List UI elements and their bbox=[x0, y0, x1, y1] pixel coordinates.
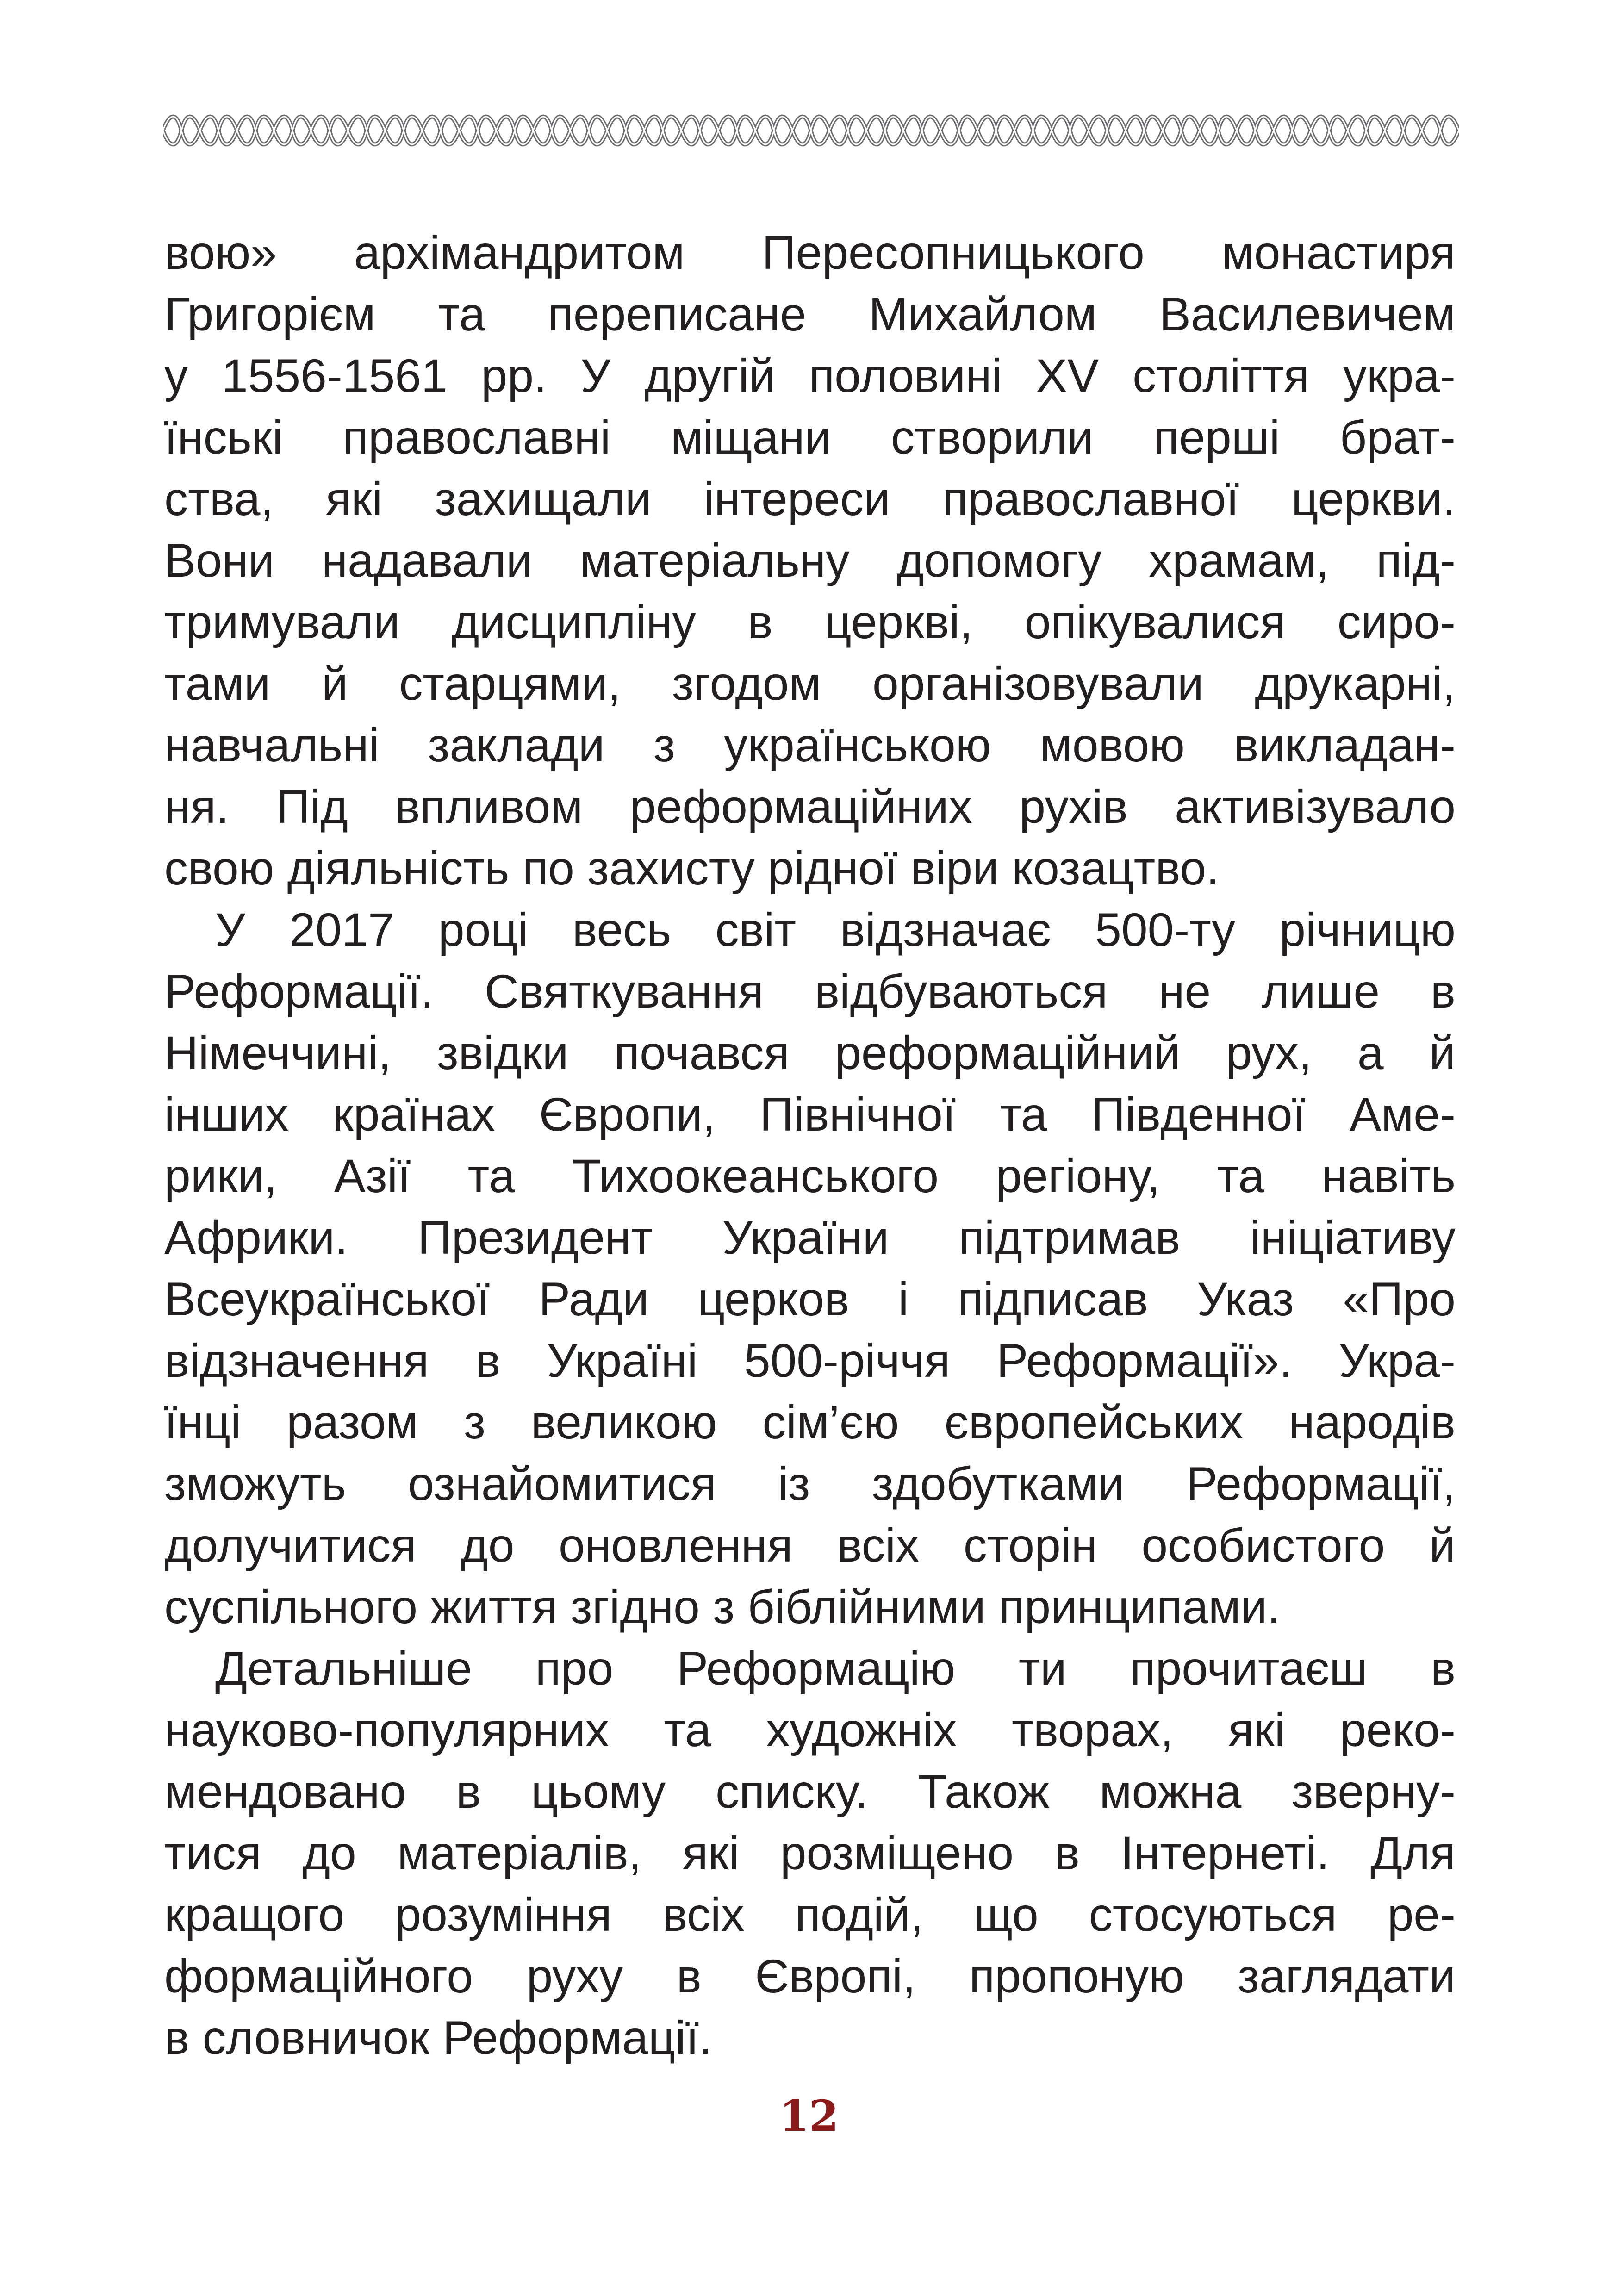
text-line: ства, які захищали інтереси православної церкви. bbox=[164, 473, 1456, 525]
text-line: Детальніше про Реформацію ти прочитаєш в bbox=[215, 1642, 1456, 1695]
text-line: їнські православні міщани створили перші брат- bbox=[164, 411, 1456, 464]
paragraph-1 bbox=[164, 222, 1456, 899]
text-line: відзначення в Україні 500-річчя Реформації». Укра- bbox=[164, 1334, 1456, 1387]
page-number: 12 bbox=[779, 2091, 839, 2141]
text-line: науково-популярних та художніх творах, які реко- bbox=[164, 1704, 1456, 1756]
text-line: Німеччині, звідки почався реформаційний рух, а й bbox=[164, 1027, 1456, 1079]
text-line: в словничок Реформації. bbox=[164, 2011, 712, 2064]
text-line: тися до матеріалів, які розміщено в Інтернеті. Для bbox=[164, 1827, 1456, 1879]
braided-border-ornament-icon bbox=[163, 107, 1459, 154]
text-line: формаційного руху в Європі, пропоную заглядати bbox=[164, 1950, 1456, 2003]
text-line: долучитися до оновлення всіх сторін особистого й bbox=[164, 1519, 1456, 1572]
text-line: Григорієм та переписане Михайлом Василевичем bbox=[164, 288, 1456, 341]
text-line: зможуть ознайомитися із здобутками Реформації, bbox=[164, 1457, 1456, 1510]
paragraph-2 bbox=[164, 899, 1456, 1638]
text-line: У 2017 році весь світ відзначає 500-ту річницю bbox=[215, 903, 1456, 956]
text-line: ня. Під впливом реформаційних рухів активізувало bbox=[164, 780, 1456, 833]
text-line: у 1556-1561 рр. У другій половині XV століття укра- bbox=[164, 349, 1456, 402]
paragraph-3 bbox=[164, 1638, 1456, 2069]
text-line: тримували дисципліну в церкві, опікувалися сиро- bbox=[164, 596, 1456, 648]
body-text bbox=[164, 222, 1456, 2069]
text-line: свою діяльність по захисту рідної віри козацтво. bbox=[164, 842, 1220, 895]
text-line: мендовано в цьому списку. Також можна зверну- bbox=[164, 1765, 1456, 1818]
text-line: Вони надавали матеріальну допомогу храмам, під- bbox=[164, 534, 1456, 587]
text-line: тами й старцями, згодом організовували друкарні, bbox=[164, 657, 1456, 710]
text-line: суспільного життя згідно з біблійними принципами. bbox=[164, 1580, 1281, 1633]
text-line: кращого розуміння всіх подій, що стосуються ре- bbox=[164, 1888, 1456, 1941]
text-line: інших країнах Європи, Північної та Південної Аме- bbox=[164, 1088, 1456, 1141]
text-line: навчальні заклади з українською мовою викладан- bbox=[164, 719, 1456, 772]
text-line: вою» архімандритом Пересопницького монастиря bbox=[164, 226, 1456, 279]
text-line: Африки. Президент України підтримав ініціативу bbox=[164, 1211, 1456, 1264]
text-line: Реформації. Святкування відбуваються не лише в bbox=[164, 965, 1456, 1018]
text-line: їнці разом з великою сім’єю європейських народів bbox=[164, 1396, 1456, 1449]
text-line: рики, Азії та Тихоокеанського регіону, та навіть bbox=[164, 1150, 1456, 1202]
text-line: Всеукраїнської Ради церков і підписав Указ «Про bbox=[164, 1273, 1456, 1325]
